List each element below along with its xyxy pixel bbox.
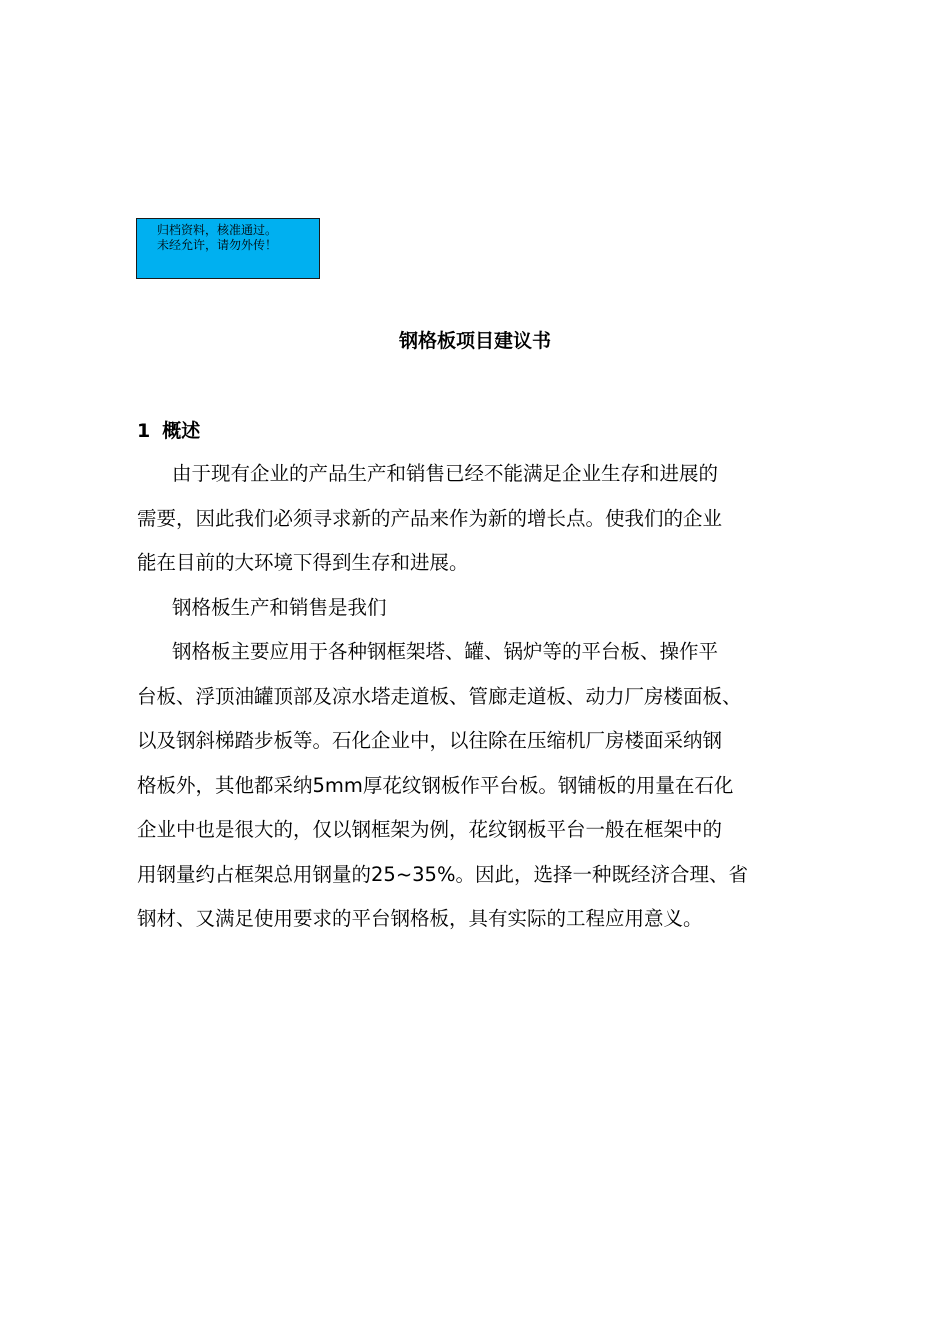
stamp-line-2: 未经允许，请勿外传！ [157,238,278,252]
paragraph-3-line-1: 钢格板主要应用于各种钢框架塔、罐、锅炉等的平台板、操作平 [172,640,719,663]
document-title: 钢格板项目建议书 [398,330,551,352]
paragraph-3-line-4: 格板外，其他都采纳5mm厚花纹钢板作平台板。钢铺板的用量在石化 [137,774,734,797]
paragraph-1-line-3: 能在目前的大环境下得到生存和进展。 [137,551,469,574]
paragraph-3-line-7: 钢材、又满足使用要求的平台钢格板，具有实际的工程应用意义。 [137,907,703,930]
paragraph-2-line-1: 钢格板生产和销售是我们 [172,596,387,619]
paragraph-3-line-5: 企业中也是很大的，仅以钢框架为例，花纹钢板平台一般在框架中的 [137,818,723,841]
section-heading [137,416,200,446]
paragraph-3-line-6: 用钢量约占框架总用钢量的25~35%。因此，选择一种既经济合理、省 [137,863,748,886]
section-title: 概述 [162,420,201,442]
paragraph-3-line-3: 以及钢斜梯踏步板等。石化企业中，以往除在压缩机厂房楼面采纳钢 [137,729,723,752]
paragraph-1-line-1: 由于现有企业的产品生产和销售已经不能满足企业生存和进展的 [172,462,719,485]
paragraph-1-line-2: 需要，因此我们必须寻求新的产品来作为新的增长点。使我们的企业 [137,507,723,530]
paragraph-3-line-2: 台板、浮顶油罐顶部及凉水塔走道板、管廊走道板、动力厂房楼面板、 [137,685,742,708]
section-number: 1 [137,420,151,442]
archive-stamp [136,218,320,279]
stamp-line-1: 归档资料，核准通过。 [157,223,278,237]
